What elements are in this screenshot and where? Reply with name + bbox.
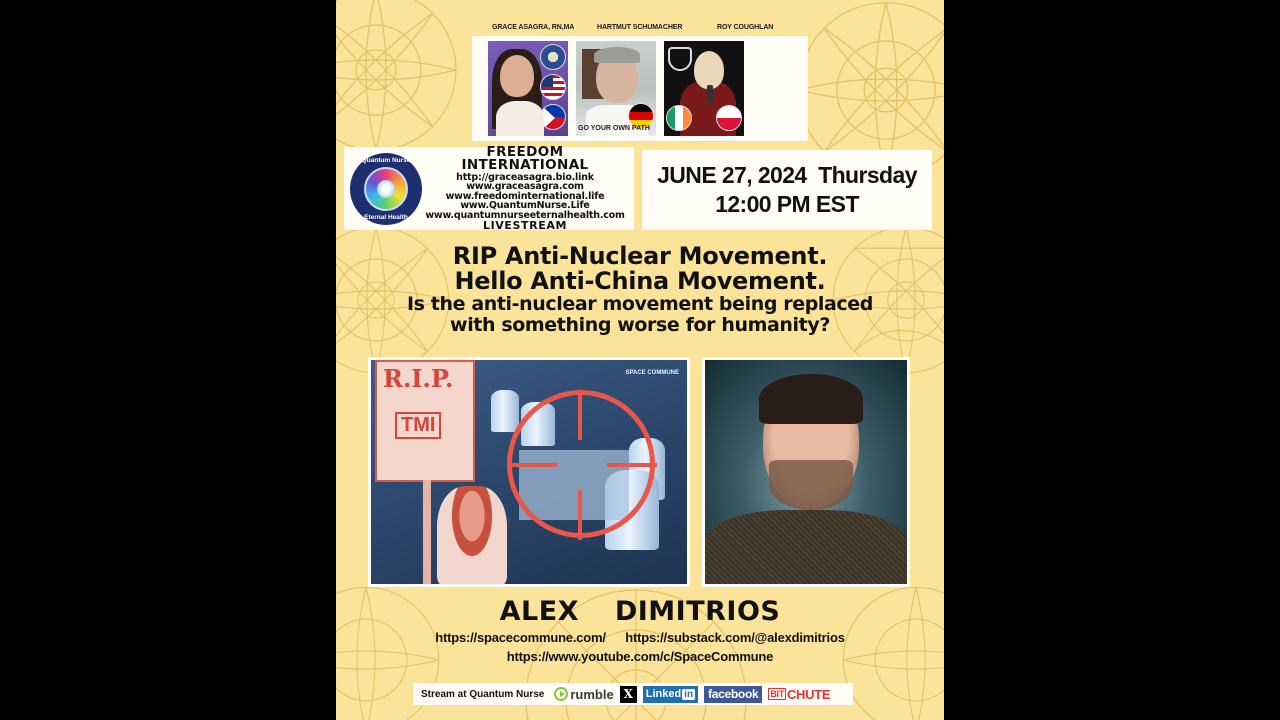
cooling-tower-shape: [491, 390, 519, 432]
host-photo-grace: [488, 41, 568, 136]
crosshair-line: [578, 390, 582, 440]
hair-shape: [594, 47, 640, 63]
host-name-hartmut: HARTMUT SCHUMACHER: [597, 24, 683, 31]
link-spacecommune[interactable]: https://spacecommune.com/: [435, 630, 606, 645]
host-names-row: [472, 24, 808, 36]
microphone-icon: [707, 85, 713, 103]
usa-flag-icon: [540, 74, 566, 100]
poland-flag-icon: [716, 105, 742, 131]
crosshair-line: [578, 490, 582, 540]
freedom-international-text: [422, 143, 628, 233]
crosshair-line: [607, 463, 657, 467]
episode-title-block: [336, 244, 944, 336]
sweater-shape: [705, 510, 907, 584]
bitchute-text: CHUTE: [786, 686, 831, 702]
rumble-logo[interactable]: [554, 687, 613, 702]
link-youtube[interactable]: https://www.youtube.com/c/SpaceCommune: [506, 649, 774, 664]
stream-label: Stream at Quantum Nurse: [421, 688, 545, 700]
guest-photo-alex: [702, 357, 910, 587]
linkedin-logo[interactable]: [643, 686, 698, 703]
livestream-label: LIVESTREAM: [483, 219, 567, 233]
protest-sign: [375, 360, 475, 482]
title-line-2: Hello Anti-China Movement.: [454, 267, 826, 295]
x-logo-icon[interactable]: X: [620, 686, 637, 703]
social-platforms-bar: [413, 683, 853, 705]
facebook-logo[interactable]: facebook: [704, 686, 762, 703]
quantum-nurse-logo-icon: [350, 153, 422, 225]
host-name-grace: GRACE ASAGRA, RN,MA: [492, 24, 575, 31]
livestream-poster: [336, 0, 944, 720]
link-substack[interactable]: https://substack.com/@alexdimitrios: [625, 630, 845, 645]
sign-tmi-text: TMI: [395, 412, 441, 439]
blouse-shape: [496, 101, 544, 136]
sign-rip-text: R.I.P.: [383, 364, 454, 393]
link-graceasagra[interactable]: www.graceasagra.com: [466, 181, 584, 193]
title-line-1: RIP Anti-Nuclear Movement.: [452, 242, 828, 270]
link-quantumnurse[interactable]: www.QuantumNurse.Life: [460, 200, 590, 212]
nuclear-protest-image: [368, 357, 690, 587]
sign-stick-shape: [423, 480, 431, 584]
mask-face-shape: [694, 51, 724, 89]
linkedin-in-icon: in: [684, 688, 694, 700]
bitchute-bit-icon: BIT: [770, 689, 784, 699]
logo-center-shape: [377, 180, 395, 198]
ireland-flag-icon: [666, 105, 692, 131]
host-name-roy: ROY COUGHLAN: [717, 24, 774, 31]
host-photo-roy: [664, 41, 744, 136]
subtitle-line-2: with something worse for humanity?: [450, 314, 830, 336]
bitchute-logo[interactable]: [768, 687, 830, 702]
guest-links: [336, 628, 944, 666]
logo-top-text: Quantum Nurse: [361, 156, 411, 164]
hair-shape: [759, 374, 863, 424]
space-commune-watermark: SPACE COMMUNE: [625, 370, 679, 376]
podcast-badge-icon: [668, 47, 692, 71]
beard-shape: [769, 460, 853, 510]
freedom-international-panel: [344, 143, 634, 233]
rumble-text: rumble: [570, 686, 614, 702]
face-shape: [500, 55, 534, 97]
freedom-international-seal-icon: [540, 44, 566, 70]
go-your-own-path-caption: GO YOUR OWN PATH: [578, 125, 650, 132]
rumble-play-icon: [554, 687, 568, 701]
link-quantumnurseeternalhealth[interactable]: www.quantumnurseeternalhealth.com: [425, 209, 625, 221]
protester-shape: [437, 486, 507, 584]
event-time: 12:00 PM EST: [715, 191, 859, 217]
event-date: JUNE 27, 2024 Thursday: [657, 162, 917, 189]
link-freedominternational[interactable]: www.freedominternational.life: [445, 190, 605, 202]
guest-name: ALEX DIMITRIOS: [499, 596, 781, 627]
host-photo-hartmut: [576, 41, 656, 136]
linkedin-text: Linked: [645, 688, 682, 700]
crosshair-line: [507, 463, 557, 467]
freedom-international-title: FREEDOM INTERNATIONAL: [461, 143, 589, 174]
schedule-panel: [642, 150, 932, 230]
subtitle-line-1: Is the anti-nuclear movement being replaced: [407, 293, 873, 315]
link-bio[interactable]: http://graceasagra.bio.link: [456, 171, 594, 183]
logo-bottom-text: Eternal Health: [364, 213, 408, 221]
host-photos-panel: [472, 36, 808, 141]
